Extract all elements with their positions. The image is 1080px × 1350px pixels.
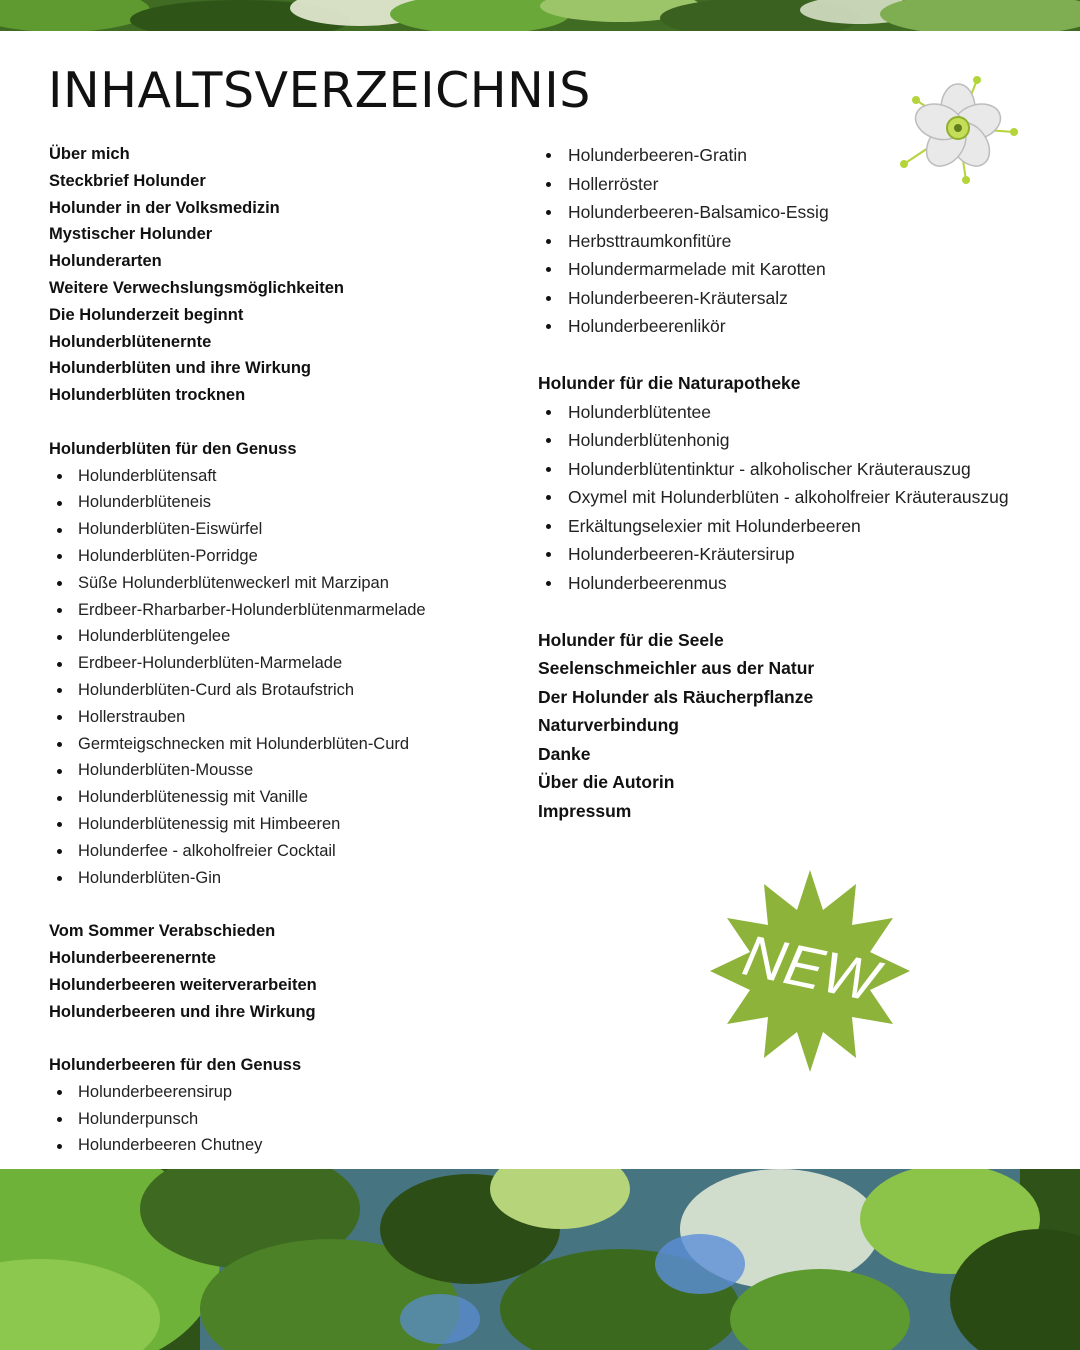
list-item[interactable]: Holunderblüten-Eiswürfel — [49, 516, 519, 543]
toc-entry[interactable]: Naturverbindung — [538, 715, 679, 735]
list-item[interactable]: Holunderblütentinktur - alkoholischer Kräuterauszug — [538, 455, 1078, 484]
bottom-foliage-photo — [0, 1169, 1080, 1350]
list-item[interactable]: Holunderbeerenmus — [538, 569, 1078, 598]
list-item[interactable]: Germteigschnecken mit Holunderblüten-Curd — [49, 731, 519, 758]
spacer — [49, 891, 519, 918]
list-item[interactable]: Holunderbeeren-Gratin — [538, 141, 1078, 170]
list-item[interactable]: Holunderbeeren Chutney — [49, 1132, 519, 1159]
list-item[interactable]: Holunderbeeren-Balsamico-Essig — [538, 198, 1078, 227]
top-foliage-photo — [0, 0, 1080, 31]
recipe-list — [538, 398, 1078, 598]
toc-entry[interactable]: Über die Autorin — [538, 772, 675, 792]
list-item[interactable]: Erdbeer-Rharbarber-Holunderblütenmarmelade — [49, 597, 519, 624]
toc-entry[interactable]: Vom Sommer Verabschieden — [49, 922, 276, 941]
list-item[interactable]: Holunderbeerensirup — [49, 1079, 519, 1106]
list-item[interactable]: Süße Holunderblütenweckerl mit Marzipan — [49, 570, 519, 597]
list-item[interactable]: Herbsttraumkonfitüre — [538, 227, 1078, 256]
list-item[interactable]: Holunderpunsch — [49, 1106, 519, 1133]
toc-entry[interactable]: Holunderbeeren und ihre Wirkung — [49, 1002, 316, 1021]
toc-entry[interactable]: Holunderbeerenernte — [49, 948, 216, 967]
list-item[interactable]: Holunderbeeren-Kräutersalz — [538, 284, 1078, 313]
toc-entry[interactable]: Holunderarten — [49, 252, 162, 271]
list-item[interactable]: Holunderblüten-Curd als Brotaufstrich — [49, 677, 519, 704]
toc-entry[interactable]: Seelenschmeichler aus der Natur — [538, 658, 815, 678]
list-item[interactable]: Oxymel mit Holunderblüten - alkoholfreier Kräuterauszug — [538, 483, 1078, 512]
toc-entry[interactable]: Steckbrief Holunder — [49, 171, 206, 190]
list-item[interactable]: Hollerröster — [538, 170, 1078, 199]
toc-entry[interactable]: Die Holunderzeit beginnt — [49, 305, 244, 324]
list-item[interactable]: Holunderblüten-Porridge — [49, 543, 519, 570]
list-item[interactable]: Holunderblütenhonig — [538, 426, 1078, 455]
list-item[interactable]: Holunderblütentee — [538, 398, 1078, 427]
toc-entry[interactable]: Über mich — [49, 145, 130, 163]
toc-entry[interactable]: Holunderblüten trocknen — [49, 386, 246, 405]
spacer — [49, 409, 519, 436]
section-heading[interactable]: Holunder für die Naturapotheke — [538, 373, 801, 393]
list-item[interactable]: Holunderblüten-Mousse — [49, 757, 519, 784]
section-heading[interactable]: Holunderblüten für den Genuss — [49, 439, 297, 458]
toc-entry[interactable]: Holunderbeeren weiterverarbeiten — [49, 975, 317, 994]
spacer — [538, 597, 1078, 626]
spacer — [538, 341, 1078, 370]
list-item[interactable]: Holunderbeeren-Kräutersirup — [538, 540, 1078, 569]
list-item[interactable]: Holunderfee - alkoholfreier Cocktail — [49, 838, 519, 865]
new-badge — [707, 868, 913, 1079]
list-item[interactable]: Holundermarmelade mit Karotten — [538, 255, 1078, 284]
toc-entry[interactable]: Holunderblüten und ihre Wirkung — [49, 359, 312, 378]
list-item[interactable]: Holunderblüteneis — [49, 489, 519, 516]
toc-right-column — [538, 141, 1078, 825]
list-item[interactable]: Holunderbeerenlikör — [538, 312, 1078, 341]
list-item[interactable]: Erdbeer-Holunderblüten-Marmelade — [49, 650, 519, 677]
recipe-list — [538, 141, 1078, 341]
toc-left-column — [49, 141, 519, 1159]
section-heading[interactable]: Holunderbeeren für den Genuss — [49, 1056, 302, 1075]
toc-entry[interactable]: Der Holunder als Räucherpflanze — [538, 686, 814, 707]
new-badge-label: NEW — [737, 922, 884, 1015]
toc-entry[interactable]: Holunder in der Volksmedizin — [49, 198, 280, 217]
toc-entry[interactable]: Mystischer Holunder — [49, 225, 213, 244]
toc-entry[interactable]: Impressum — [538, 800, 632, 821]
list-item[interactable]: Erkältungselexier mit Holunderbeeren — [538, 512, 1078, 541]
toc-entry[interactable]: Danke — [538, 743, 591, 764]
page-title: INHALTSVERZEICHNIS — [48, 62, 591, 119]
list-item[interactable]: Hollerstrauben — [49, 704, 519, 731]
list-item[interactable]: Holunderblütenessig mit Himbeeren — [49, 811, 519, 838]
recipe-list — [49, 1079, 519, 1159]
toc-entry[interactable]: Holunder für die Seele — [538, 629, 724, 650]
list-item[interactable]: Holunderblütenessig mit Vanille — [49, 784, 519, 811]
list-item[interactable]: Holunderblütengelee — [49, 623, 519, 650]
list-item[interactable]: Holunderblütensaft — [49, 463, 519, 490]
toc-entry[interactable]: Holunderblütenernte — [49, 332, 212, 351]
list-item[interactable]: Holunderblüten-Gin — [49, 865, 519, 892]
spacer — [49, 1025, 519, 1052]
recipe-list — [49, 463, 519, 892]
toc-entry[interactable]: Weitere Verwechslungsmöglichkeiten — [49, 278, 344, 297]
